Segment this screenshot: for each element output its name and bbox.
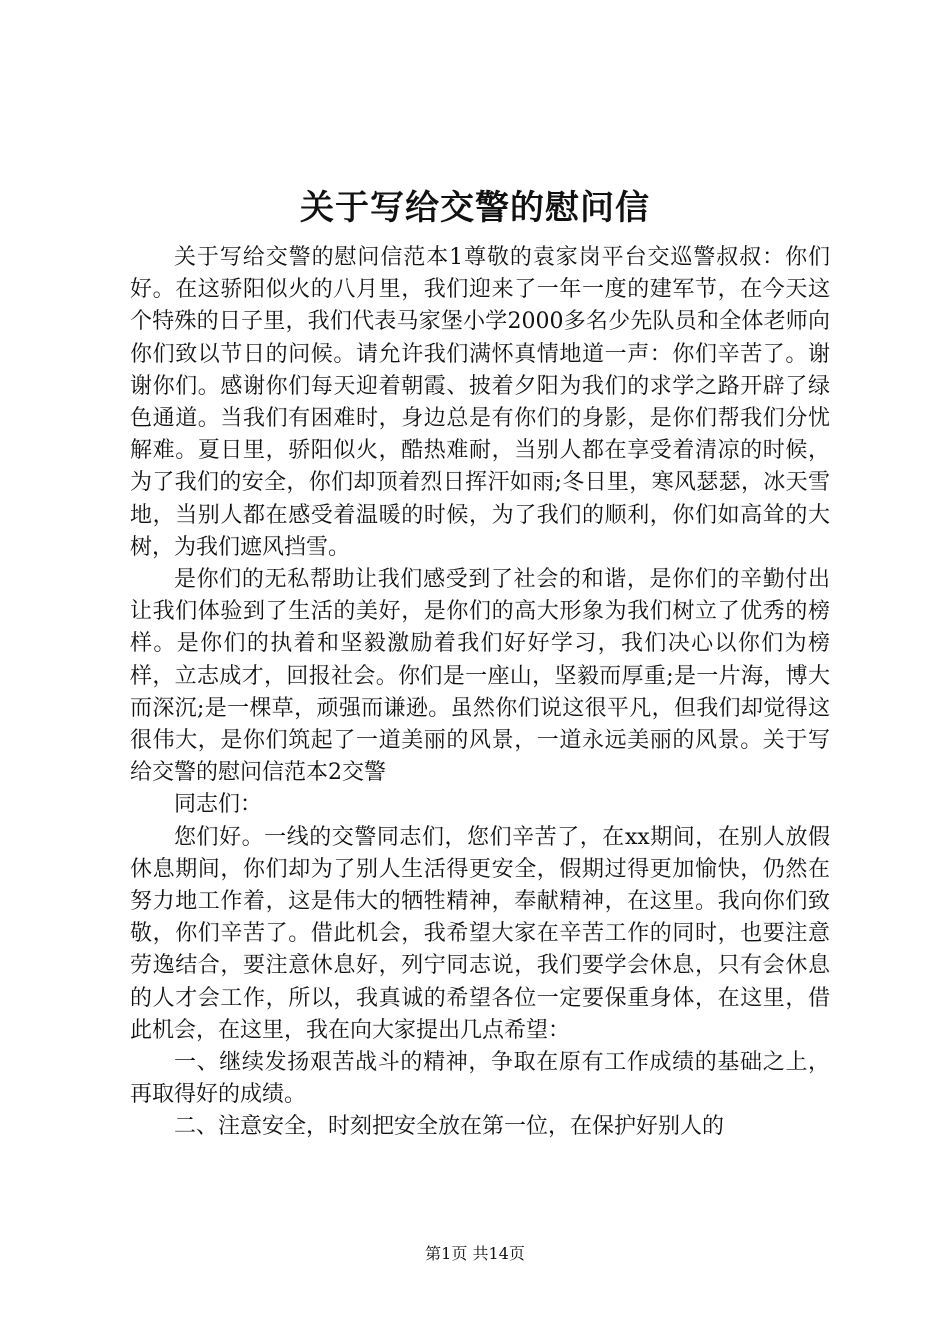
document-title: 关于写给交警的慰问信 — [300, 188, 650, 228]
paragraph: 是你们的无私帮助让我们感受到了社会的和谐，是你们的辛勤付出让我们体验到了生活的美好，是你们的高大形象为我们树立了优秀的榜样。是你们的执着和坚毅激励着我们好好学习，我们决心以你们为榜样，立志成才，回报社会。你们是一座山，坚毅而厚重;是一片海，博大而深沉;是一棵草，顽强而谦逊。虽然你们说这很平凡，但我们却觉得这很伟大，是你们筑起了一道美丽的风景，一道永远美丽的风景。关于写给交警的慰问信范本2交警 — [130, 567, 830, 786]
list-item: 二、注意安全，时刻把安全放在第一位，在保护好别人的 — [174, 1114, 725, 1140]
list-item: 一、继续发扬艰苦战斗的精神，争取在原有工作成绩的基础之上，再取得好的成绩。 — [130, 1050, 830, 1108]
page-number-current: 第1页 — [425, 1244, 468, 1263]
paragraph: 您们好。一线的交警同志们，您们辛苦了，在xx期间，在别人放假休息期间，你们却为了别人生活得更安全，假期过得更加愉快，仍然在努力地工作着，这是伟大的牺牲精神，奉献精神，在这里。我向你们致敬，你们辛苦了。借此机会，我希望大家在辛苦工作的同时，也要注意劳逸结合，要注意休息好，列宁同志说，我们要学会休息，只有会休息的人才会工作，所以，我真诚的希望各位一定要保重身体，在这里，借此机会，在这里，我在向大家提出几点希望： — [130, 824, 830, 1043]
page-footer — [0, 1242, 950, 1266]
paragraph: 关于写给交警的慰问信范本1尊敬的袁家岗平台交巡警叔叔：你们好。在这骄阳似火的八月里，我们迎来了一年一度的建军节，在今天这个特殊的日子里，我们代表马家堡小学2000多名少先队员和全体老师向你们致以节日的问候。请允许我们满怀真情地道一声：你们辛苦了。谢谢你们。感谢你们每天迎着朝霞、披着夕阳为我们的求学之路开辟了绿色通道。当我们有困难时，身边总是有你们的身影，是你们帮我们分忧解难。夏日里，骄阳似火，酷热难耐，当别人都在享受着清凉的时候，为了我们的安全，你们却顶着烈日挥汗如雨;冬日里，寒风瑟瑟，冰天雪地，当别人都在感受着温暖的时候，为了我们的顺利，你们如高耸的大树，为我们遮风挡雪。 — [130, 245, 830, 560]
salutation: 同志们： — [174, 792, 263, 818]
document-body — [130, 242, 830, 1144]
page-number-total: 共14页 — [472, 1244, 525, 1263]
